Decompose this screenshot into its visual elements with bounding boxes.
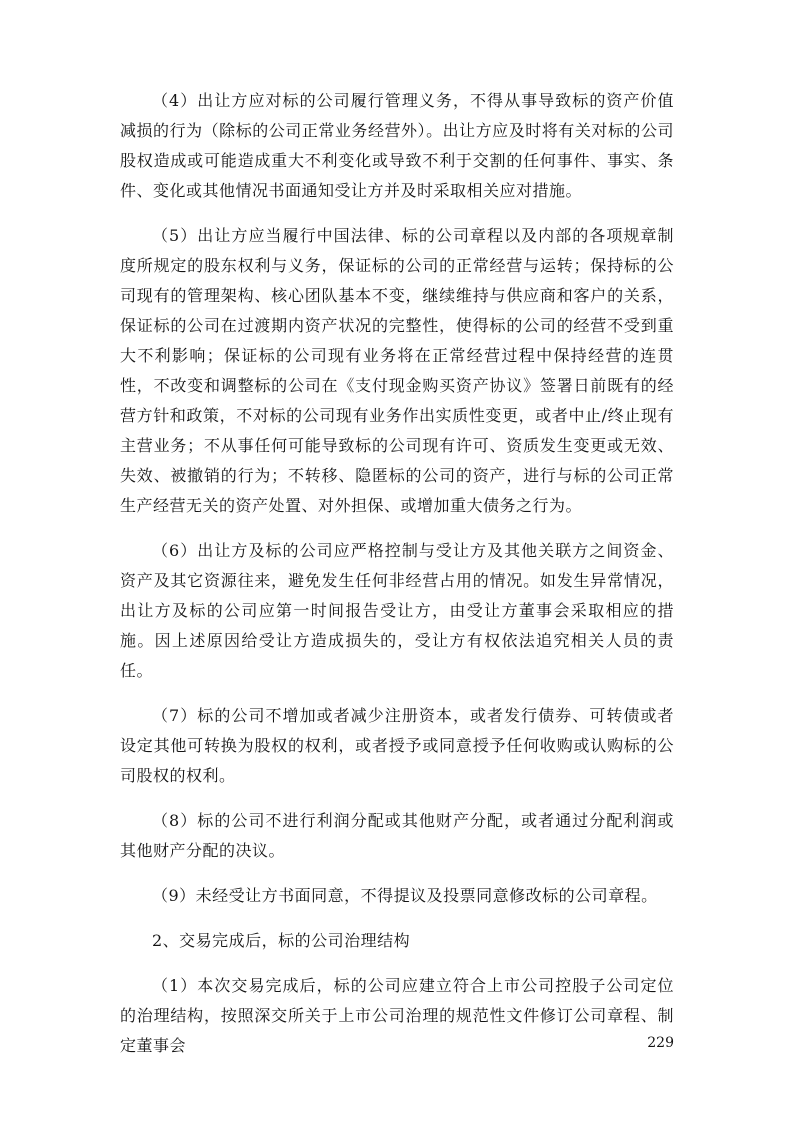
page-content [120,86,674,1061]
paragraph-item-7: （7）标的公司不增加或者减少注册资本，或者发行债券、可转债或者设定其他可转换为股权的权利，或者授予或同意授予任何收购或认购标的公司股权的权利。 [120,706,674,785]
paragraph-item-8: （8）标的公司不进行利润分配或其他财产分配，或者通过分配利润或其他财产分配的决议。 [120,811,674,860]
paragraph-item-4: （4）出让方应对标的公司履行管理义务，不得从事导致标的资产价值减损的行为（除标的公司正常业务经营外）。出让方应及时将有关对标的公司股权造成或可能造成重大不利变化或导致不利于交割的任何事件、事实、条件、变化或其他情况书面通知受让方并及时采取相关应对措施。 [120,91,674,200]
page-number: 229 [647,1035,674,1051]
paragraph-item-1: （1）本次交易完成后，标的公司应建立符合上市公司控股子公司定位的治理结构，按照深交所关于上市公司治理的规范性文件修订公司章程、制定董事会 [120,976,674,1055]
paragraph-item-6: （6）出让方及标的公司应严格控制与受让方及其他关联方之间资金、资产及其它资源往来，避免发生任何非经营占用的情况。如发生异常情况，出让方及标的公司应第一时间报告受让方，由受让方董事会采取相应的措施。因上述原因给受让方造成损失的，受让方有权依法追究相关人员的责任。 [120,541,674,680]
section-heading: 2、交易完成后，标的公司治理结构 [152,931,411,950]
paragraph-item-5: （5）出让方应当履行中国法律、标的公司章程以及内部的各项规章制度所规定的股东权利与义务，保证标的公司的正常经营与运转；保持标的公司现有的管理架构、核心团队基本不变，继续维持与供应商和客户的关系，保证标的公司在过渡期内资产状况的完整性，使得标的公司的经营不受到重大不利影响；保证标的公司现有业务将在正常经营过程中保持经营的连贯性，不改变和调整标的公司在《支付现金购买资产协议》签署日前既有的经营方针和政策，不对标的公司现有业务作出实质性变更，或者中止/终止现有主营业务；不从事任何可能导致标的公司现有许可、资质发生变更或无效、失效、被撤销的行为；不转移、隐匿标的公司的资产，进行与标的公司正常生产经营无关的资产处置、对外担保、或增加重大债务之行为。 [120,226,674,515]
paragraph-item-9: （9）未经受让方书面同意，不得提议及投票同意修改标的公司章程。 [152,886,658,905]
